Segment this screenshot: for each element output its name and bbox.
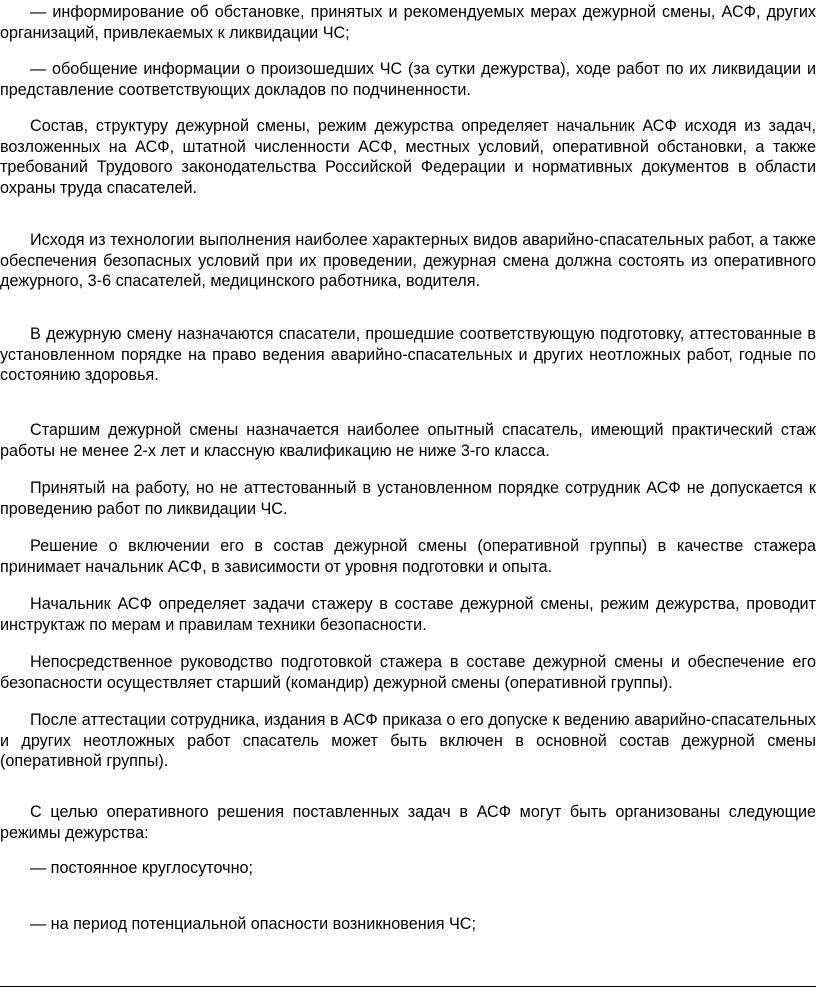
paragraph-duty-mode-constant: — постоянное круглосуточно; bbox=[30, 859, 254, 877]
paragraph-trainee-inclusion: Решение о включении его в состав дежурной смены (оперативной группы) в качестве стажера принимает начальник АСФ, в зависимости от уровня подготовки и опыта. bbox=[0, 537, 816, 576]
paragraph-shift-composition: Состав, структуру дежурной смены, режим дежурства определяет начальник АСФ исходя из задач, возложенных на АСФ, штатной численности АСФ, местных условий, оперативной обстановки, а также требований Трудового законодательства Российской Федерации и нормативных документов в области охраны труда спасателей. bbox=[0, 117, 816, 197]
paragraph-shift-staffing: Исходя из технологии выполнения наиболее характерных видов аварийно-спасательных работ, а также обеспечения безопасных условий при их проведении, дежурная смена должна состоять из оперативного дежурного, 3-6 спасателей, медицинского работника, водителя. bbox=[0, 231, 816, 291]
paragraph-non-certified-employee: Принятый на работу, но не аттестованный в установленном порядке сотрудник АСФ не допускается к проведению работ по ликвидации ЧС. bbox=[0, 479, 816, 518]
paragraph-trainee-supervision: Непосредственное руководство подготовкой стажера в составе дежурной смены и обеспечение его безопасности осуществляет старший (командир) дежурной смены (оперативной группы). bbox=[0, 653, 816, 692]
paragraph-trainee-tasks: Начальник АСФ определяет задачи стажеру в составе дежурной смены, режим дежурства, проводит инструктаж по мерам и правилам техники безопасности. bbox=[0, 595, 816, 634]
paragraph-after-certification: После аттестации сотрудника, издания в АСФ приказа о его допуске к ведению аварийно-спасательных и других неотложных работ спасатель может быть включен в основной состав дежурной смены (оперативной группы). bbox=[0, 711, 816, 771]
paragraph-generalization-list-item: — обобщение информации о произошедших ЧС (за сутки дежурства), ходе работ по их ликвидации и представление соответствующих докладов по подчиненности. bbox=[0, 60, 816, 99]
paragraph-duty-mode-danger-period: — на период потенциальной опасности возникновения ЧС; bbox=[30, 915, 476, 933]
paragraph-informing-list-item: — информирование об обстановке, принятых и рекомендуемых мерах дежурной смены, АСФ, других организаций, привлекаемых к ликвидации ЧС; bbox=[0, 3, 816, 42]
bottom-divider-line bbox=[0, 986, 816, 987]
paragraph-senior-of-shift: Старшим дежурной смены назначается наиболее опытный спасатель, имеющий практический стаж работы не менее 2-х лет и классную квалификацию не ниже 3-го класса. bbox=[0, 421, 816, 460]
paragraph-duty-modes-intro: С целью оперативного решения поставленных задач в АСФ могут быть организованы следующие режимы дежурства: bbox=[0, 803, 816, 842]
paragraph-rescuers-assignment: В дежурную смену назначаются спасатели, прошедшие соответствующую подготовку, аттестованные в установленном порядке на право ведения аварийно-спасательных и других неотложных работ, годные по состоянию здоровья. bbox=[0, 325, 816, 385]
